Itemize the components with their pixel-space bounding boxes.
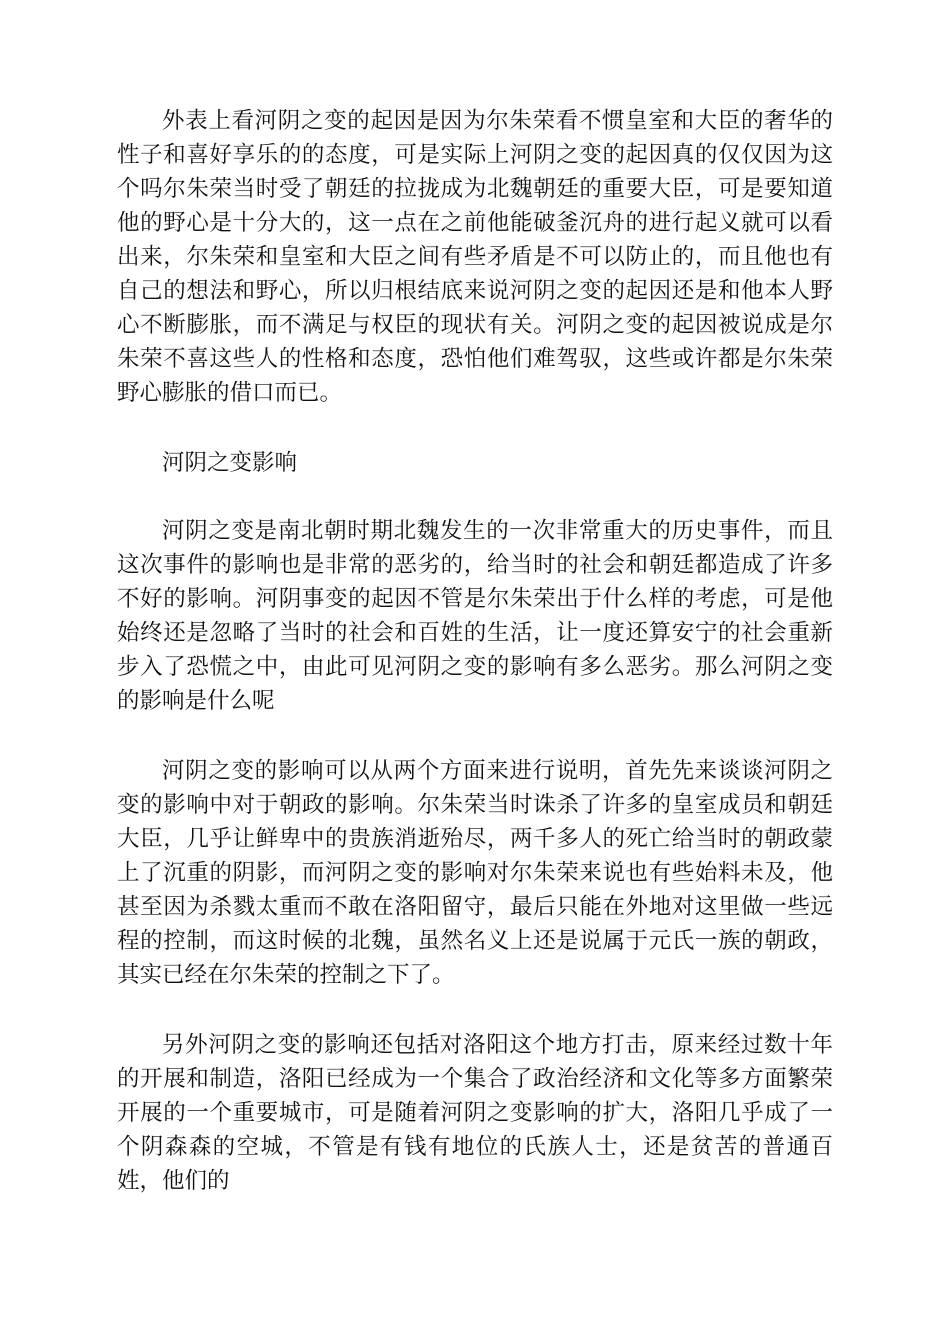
paragraph-origin-of-heyin-incident: 外表上看河阴之变的起因是因为尔朱荣看不惯皇室和大臣的奢华的性子和喜好享乐的的态度，可是实际上河阴之变的起因真的仅仅因为这个吗尔朱荣当时受了朝廷的拉拢成为北魏朝廷的重要大臣，可是要知道他的野心是十分大的，这一点在之前他能破釜沉舟的进行起义就可以看出来，尔朱荣和皇室和大臣之间有些矛盾是不可以防止的，而且他也有自己的想法和野心，所以归根结底来说河阴之变的起因还是和他本人野心不断膨胀，而不满足与权臣的现状有关。河阴之变的起因被说成是尔朱荣不喜这些人的性格和态度，恐怕他们难驾驭，这些或许都是尔朱荣野心膨胀的借口而已。 (117, 108, 833, 406)
paragraph-impact-on-luoyang: 另外河阴之变的影响还包括对洛阳这个地方打击，原来经过数十年的开展和制造，洛阳已经成为一个集合了政治经济和文化等多方面繁荣开展的一个重要城市，可是随着河阴之变影响的扩大，洛阳几乎成了一个阴森森的空城，不管是有钱有地位的氏族人士，还是贫苦的普通百姓，他们的 (117, 1032, 833, 1194)
section-heading: 河阴之变影响 (162, 450, 298, 476)
paragraph-impact-on-court: 河阴之变的影响可以从两个方面来进行说明，首先先来谈谈河阴之变的影响中对于朝政的影响。尔朱荣当时诛杀了许多的皇室成员和朝廷大臣，几乎让鲜卑中的贵族消逝殆尽，两千多人的死亡给当时的朝政蒙上了沉重的阴影，而河阴之变的影响对尔朱荣来说也有些始料未及，他甚至因为杀戮太重而不敢在洛阳留守，最后只能在外地对这里做一些远程的控制，而这时候的北魏，虽然名义上还是说属于元氏一族的朝政，其实已经在尔朱荣的控制之下了。 (117, 758, 833, 988)
paragraph-impact-overview: 河阴之变是南北朝时期北魏发生的一次非常重大的历史事件，而且这次事件的影响也是非常的恶劣的，给当时的社会和朝廷都造成了许多不好的影响。河阴事变的起因不管是尔朱荣出于什么样的考虑，可是他始终还是忽略了当时的社会和百姓的生活，让一度还算安宁的社会重新步入了恐慌之中，由此可见河阴之变的影响有多么恶劣。那么河阴之变的影响是什么呢 (117, 518, 833, 714)
document-page (117, 104, 833, 1198)
